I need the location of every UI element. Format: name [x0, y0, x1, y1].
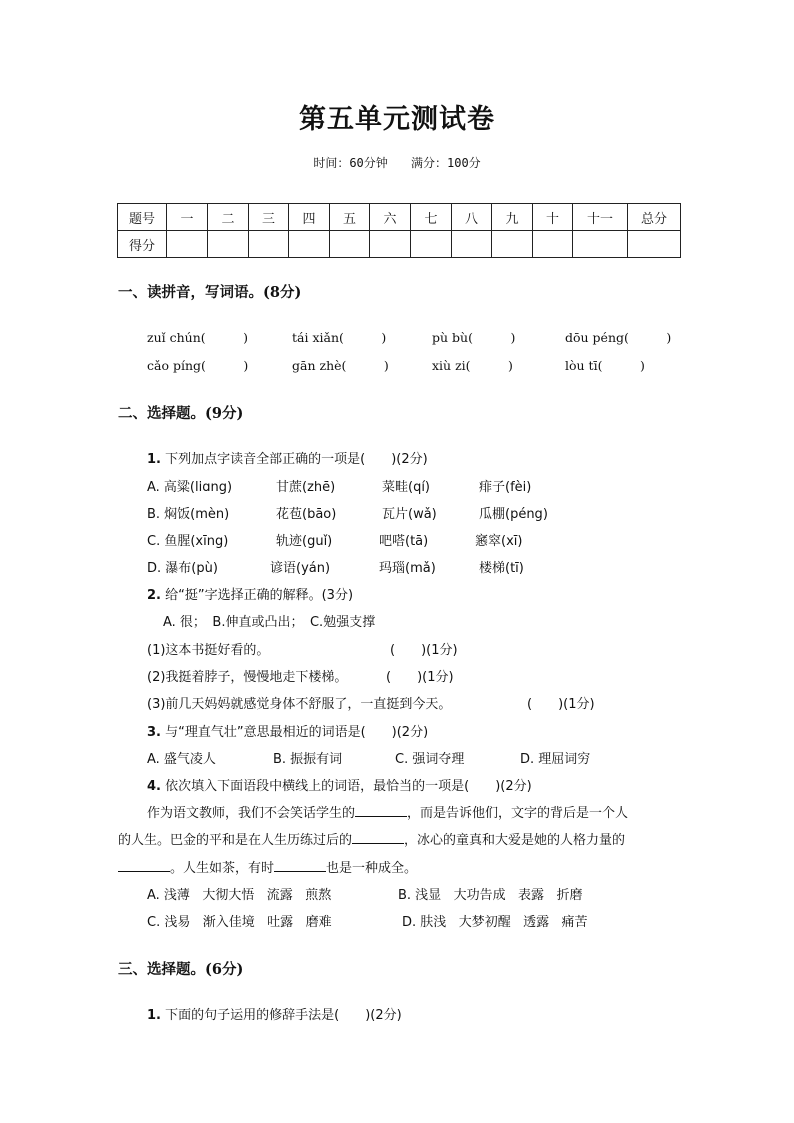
table-cell: 三 — [249, 204, 289, 231]
question-text: 与“理直气壮”意思最相近的词语是( )(2分) — [165, 725, 429, 740]
passage-line — [118, 829, 625, 848]
question-number: 1. — [147, 1008, 161, 1023]
option-word: 大功告成 — [453, 888, 506, 903]
option-word: A. 浅薄 — [147, 888, 190, 903]
answer-mark: ( )(1分) — [390, 643, 458, 658]
option-word: 表露 — [518, 888, 545, 903]
passage-text: ，冰心的童真和大爱是她的人格力量的 — [404, 833, 626, 848]
question-2-1 — [147, 448, 428, 467]
pinyin-item: tái xiǎn( ) — [292, 330, 387, 345]
score-table — [117, 203, 681, 258]
fill-blank[interactable] — [118, 859, 170, 872]
score-table-header-row — [118, 204, 681, 231]
option: D. 理屈词穷 — [520, 752, 591, 767]
score-cell[interactable] — [289, 231, 330, 258]
score-table-score-row — [118, 231, 681, 258]
passage-line — [118, 857, 417, 876]
option: A. 盛气凌人 — [147, 752, 216, 767]
passage-text: 也是一种成全。 — [326, 861, 418, 876]
section-1-heading: 一、读拼音，写词语。(8分) — [118, 284, 302, 301]
table-cell: 六 — [370, 204, 411, 231]
answer-mark: ( )(1分) — [386, 670, 454, 685]
score-cell[interactable] — [452, 231, 492, 258]
table-cell: 题号 — [118, 204, 167, 231]
pinyin-item: pù bù( ) — [432, 330, 516, 345]
option-word: 痛苦 — [561, 915, 588, 930]
table-cell: 一 — [167, 204, 208, 231]
question-number: 4. — [147, 779, 161, 794]
option-word: 磨难 — [305, 915, 332, 930]
option-word: 吐露 — [267, 915, 294, 930]
score-cell[interactable] — [167, 231, 208, 258]
fill-blank[interactable] — [352, 831, 404, 844]
option-row: A. 高粱(liɑng) — [147, 480, 233, 495]
pinyin-item: dōu péng( ) — [565, 330, 672, 345]
option-row: C. 鱼腥(xīng) — [147, 534, 229, 549]
option-word: 吧嗒(tā) — [379, 534, 429, 549]
question-text: 依次填入下面语段中横线上的词语，最恰当的一项是( )(2分) — [165, 779, 532, 794]
option-word: 渐入佳境 — [202, 915, 255, 930]
score-cell[interactable] — [573, 231, 628, 258]
option-word: 谚语(yán) — [270, 561, 331, 576]
option-row: D. 瀑布(pù) — [147, 561, 218, 576]
score-cell[interactable] — [533, 231, 573, 258]
table-cell: 九 — [492, 204, 533, 231]
fill-blank[interactable] — [355, 804, 407, 817]
question-text: 下列加点字读音全部正确的一项是( )(2分) — [165, 452, 428, 467]
score-cell[interactable] — [370, 231, 411, 258]
option-word: 大彻大悟 — [202, 888, 255, 903]
option-group — [147, 911, 332, 930]
table-cell: 二 — [208, 204, 249, 231]
question-text: 给“挺”字选择正确的解释。(3分) — [165, 588, 354, 603]
option: C. 强词夺理 — [395, 752, 465, 767]
fill-blank[interactable] — [274, 859, 326, 872]
definition-choices: A. 很； B.伸直或凸出； C.勉强支撑 — [163, 615, 376, 630]
question-text: 下面的句子运用的修辞手法是( )(2分) — [165, 1008, 402, 1023]
option-word: 折磨 — [556, 888, 583, 903]
section-3-heading: 三、选择题。(6分) — [118, 961, 244, 978]
full-score: 满分：100分 — [411, 156, 481, 170]
option-word: C. 浅易 — [147, 915, 191, 930]
passage-text: 。人生如茶，有时 — [170, 861, 275, 876]
option-row: B. 焖饭(mèn) — [147, 507, 230, 522]
option: B. 振振有词 — [273, 752, 343, 767]
question-number: 1. — [147, 452, 161, 467]
option-word: D. 肤浅 — [402, 915, 447, 930]
option-group — [147, 884, 331, 903]
option-group — [398, 884, 582, 903]
question-2-4 — [147, 775, 532, 794]
option-word: 透露 — [523, 915, 550, 930]
page-title: 第五单元测试卷 — [299, 104, 495, 135]
pinyin-item: lòu tī( ) — [565, 358, 645, 373]
passage-text: 作为语文教师，我们不会笑话学生的 — [147, 806, 356, 821]
sub-question: (2)我挺着脖子，慢慢地走下楼梯。 — [147, 670, 348, 685]
passage-text: 的人生。巴金的平和是在人生历练过后的 — [118, 833, 353, 848]
score-cell[interactable] — [411, 231, 452, 258]
option-word: 瓦片(wǎ) — [382, 507, 437, 522]
option-word: B. 浅显 — [398, 888, 442, 903]
option-word: 楼梯(tī) — [479, 561, 524, 576]
passage-text: ，而是告诉他们，文字的背后是一个人 — [407, 806, 629, 821]
score-cell[interactable] — [492, 231, 533, 258]
table-cell: 总分 — [628, 204, 681, 231]
option-word: 痱子(fèi) — [479, 480, 532, 495]
option-word: 甘蔗(zhē) — [276, 480, 336, 495]
score-cell[interactable] — [330, 231, 370, 258]
question-3-1 — [147, 1004, 402, 1023]
question-number: 3. — [147, 725, 161, 740]
passage-line — [147, 802, 628, 821]
sub-question: (1)这本书挺好看的。 — [147, 643, 270, 658]
option-word: 大梦初醒 — [458, 915, 511, 930]
pinyin-item: xiù zi( ) — [432, 358, 513, 373]
option-word: 窸窣(xī) — [475, 534, 523, 549]
pinyin-item: cǎo píng( ) — [147, 358, 249, 373]
option-word: 瓜棚(péng) — [479, 507, 548, 522]
score-cell[interactable] — [208, 231, 249, 258]
option-group — [402, 911, 588, 930]
table-cell: 十 — [533, 204, 573, 231]
option-word: 玛瑙(mǎ) — [379, 561, 436, 576]
table-cell: 四 — [289, 204, 330, 231]
option-word: 轨迹(guǐ) — [276, 534, 333, 549]
section-2-heading: 二、选择题。(9分) — [118, 405, 244, 422]
pinyin-item: zuǐ chún( ) — [147, 330, 249, 345]
table-cell: 八 — [452, 204, 492, 231]
option-word: 流露 — [266, 888, 293, 903]
score-cell[interactable] — [628, 231, 681, 258]
answer-mark: ( )(1分) — [527, 697, 595, 712]
table-cell: 五 — [330, 204, 370, 231]
table-cell: 十一 — [573, 204, 628, 231]
score-cell[interactable] — [249, 231, 289, 258]
exam-info — [0, 154, 794, 171]
question-number: 2. — [147, 588, 161, 603]
table-cell: 得分 — [118, 231, 167, 258]
option-word: 煎熬 — [305, 888, 332, 903]
sub-question: (3)前几天妈妈就感觉身体不舒服了，一直挺到今天。 — [147, 697, 452, 712]
question-2-2 — [147, 584, 353, 603]
option-word: 菜畦(qí) — [382, 480, 431, 495]
time-limit: 时间：60分钟 — [313, 156, 388, 170]
pinyin-item: gān zhè( ) — [292, 358, 389, 373]
question-2-3 — [147, 721, 428, 740]
table-cell: 七 — [411, 204, 452, 231]
option-word: 花苞(bāo) — [276, 507, 337, 522]
